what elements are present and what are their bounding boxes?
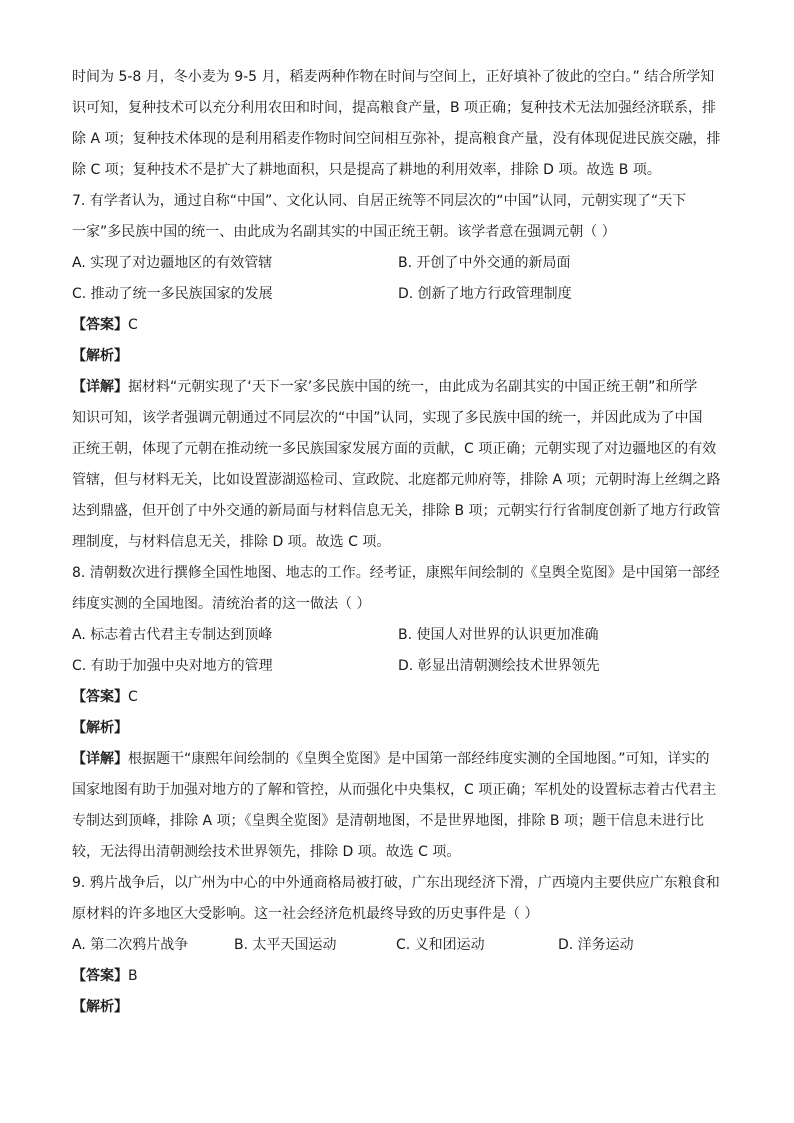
option-a: A. 第二次鸦片战争 bbox=[72, 937, 189, 953]
question-7 bbox=[72, 186, 724, 558]
answer-line bbox=[72, 682, 724, 713]
document-page bbox=[72, 62, 724, 1023]
question-options bbox=[72, 930, 724, 961]
analysis-tag: 【解析】 bbox=[72, 720, 128, 736]
question-stem-line: 8. 清朝数次进行撰修全国性地图、地志的工作。经考证，康熙年间绘制的《皇舆全览图》是中国第一部经 bbox=[72, 565, 720, 581]
question-stem-line: 原材料的许多地区大受影响。这一社会经济危机最终导致的历史事件是（ ） bbox=[72, 906, 539, 922]
analysis-tag: 【解析】 bbox=[72, 348, 128, 364]
intro-line: 除 A 项；复种技术体现的是利用稻麦作物时间空间相互弥补，提高粮食产量，没有体现促进民族交融，排 bbox=[72, 131, 721, 147]
option-d: D. 创新了地方行政管理制度 bbox=[398, 286, 572, 302]
answer-value: C bbox=[128, 689, 138, 705]
option-a: A. 实现了对边疆地区的有效管辖 bbox=[72, 255, 273, 271]
detail-line: 知识可知，该学者强调元朝通过不同层次的“中国”认同，实现了多民族中国的统一，并因此成为了中国 bbox=[72, 410, 703, 426]
intro-paragraph bbox=[72, 62, 724, 186]
detail-paragraph bbox=[72, 744, 724, 868]
detail-line: 国家地图有助于加强对地方的了解和管控，从而强化中央集权，C 项正确；军机处的设置标志着古代君主 bbox=[72, 782, 717, 798]
answer-tag: 【答案】 bbox=[72, 317, 128, 333]
option-c: C. 义和团运动 bbox=[396, 937, 485, 953]
option-c: C. 有助于加强中央对地方的管理 bbox=[72, 658, 273, 674]
question-stem-line: 9. 鸦片战争后，以广州为中心的中外通商格局被打破，广东出现经济下滑，广西境内主要供应广东粮食和 bbox=[72, 875, 720, 891]
answer-value: C bbox=[128, 317, 138, 333]
detail-line: 专制达到顶峰，排除 A 项；《皇舆全览图》是清朝地图，不是世界地图，排除 B 项；题干信息未进行比 bbox=[72, 813, 704, 829]
intro-line: 除 C 项；复种技术不是扩大了耕地面积，只是提高了耕地的利用效率，排除 D 项。故选 B 项。 bbox=[72, 162, 661, 178]
question-8 bbox=[72, 558, 724, 868]
option-d: D. 彰显出清朝测绘技术世界领先 bbox=[398, 658, 600, 674]
answer-tag: 【答案】 bbox=[72, 689, 128, 705]
option-b: B. 开创了中外交通的新局面 bbox=[398, 255, 571, 271]
question-stem-line: 7. 有学者认为，通过自称“中国”、文化认同、自居正统等不同层次的“中国”认同，元朝实现了“天下 bbox=[72, 193, 687, 209]
analysis-tag: 【解析】 bbox=[72, 999, 128, 1015]
detail-text: 根据题干“康熙年间绘制的《皇舆全览图》是中国第一部经纬度实测的全国地图。”可知，详实的 bbox=[128, 751, 710, 767]
option-c: C. 推动了统一多民族国家的发展 bbox=[72, 286, 273, 302]
detail-paragraph bbox=[72, 372, 724, 558]
answer-line bbox=[72, 310, 724, 341]
detail-line: 达到鼎盛，但开创了中外交通的新局面与材料信息无关，排除 B 项；元朝实行行省制度创新了地方行政管 bbox=[72, 503, 721, 519]
detail-line bbox=[72, 372, 724, 403]
answer-tag: 【答案】 bbox=[72, 968, 128, 984]
detail-text: 据材料“元朝实现了‘天下一家’多民族中国的统一，由此成为名副其实的中国正统王朝”和所学 bbox=[128, 379, 698, 395]
intro-line: 时间为 5-8 月，冬小麦为 9-5 月，稻麦两种作物在时间与空间上，正好填补了彼此的空白。” 结合所学知 bbox=[72, 69, 715, 85]
question-stem-line: 纬度实测的全国地图。清统治者的这一做法（ ） bbox=[72, 596, 371, 612]
answer-line bbox=[72, 961, 724, 992]
detail-line: 正统王朝，体现了元朝在推动统一多民族国家发展方面的贡献，C 项正确；元朝实现了对边疆地区的有效 bbox=[72, 441, 717, 457]
option-b: B. 太平天国运动 bbox=[234, 937, 337, 953]
question-stem-line: 一家”多民族中国的统一、由此成为名副其实的中国正统王朝。该学者意在强调元朝（ ） bbox=[72, 224, 616, 240]
answer-value: B bbox=[128, 968, 138, 984]
question-9 bbox=[72, 868, 724, 1023]
question-options bbox=[72, 620, 724, 682]
question-options bbox=[72, 248, 724, 310]
option-b: B. 使国人对世界的认识更加准确 bbox=[398, 627, 599, 643]
option-d: D. 洋务运动 bbox=[558, 937, 634, 953]
detail-line: 管辖，但与材料无关，比如设置澎湖巡检司、宣政院、北庭都元帅府等，排除 A 项；元朝时海上丝绸之路 bbox=[72, 472, 721, 488]
detail-line bbox=[72, 744, 724, 775]
intro-line: 识可知，复种技术可以充分利用农田和时间，提高粮食产量，B 项正确；复种技术无法加强经济联系，排 bbox=[72, 100, 717, 116]
detail-line: 较，无法得出清朝测绘技术世界领先，排除 D 项。故选 C 项。 bbox=[72, 844, 461, 860]
detail-tag: 【详解】 bbox=[72, 751, 128, 767]
option-a: A. 标志着古代君主专制达到顶峰 bbox=[72, 627, 273, 643]
detail-tag: 【详解】 bbox=[72, 379, 128, 395]
detail-line: 理制度，与材料信息无关，排除 D 项。故选 C 项。 bbox=[72, 534, 391, 550]
